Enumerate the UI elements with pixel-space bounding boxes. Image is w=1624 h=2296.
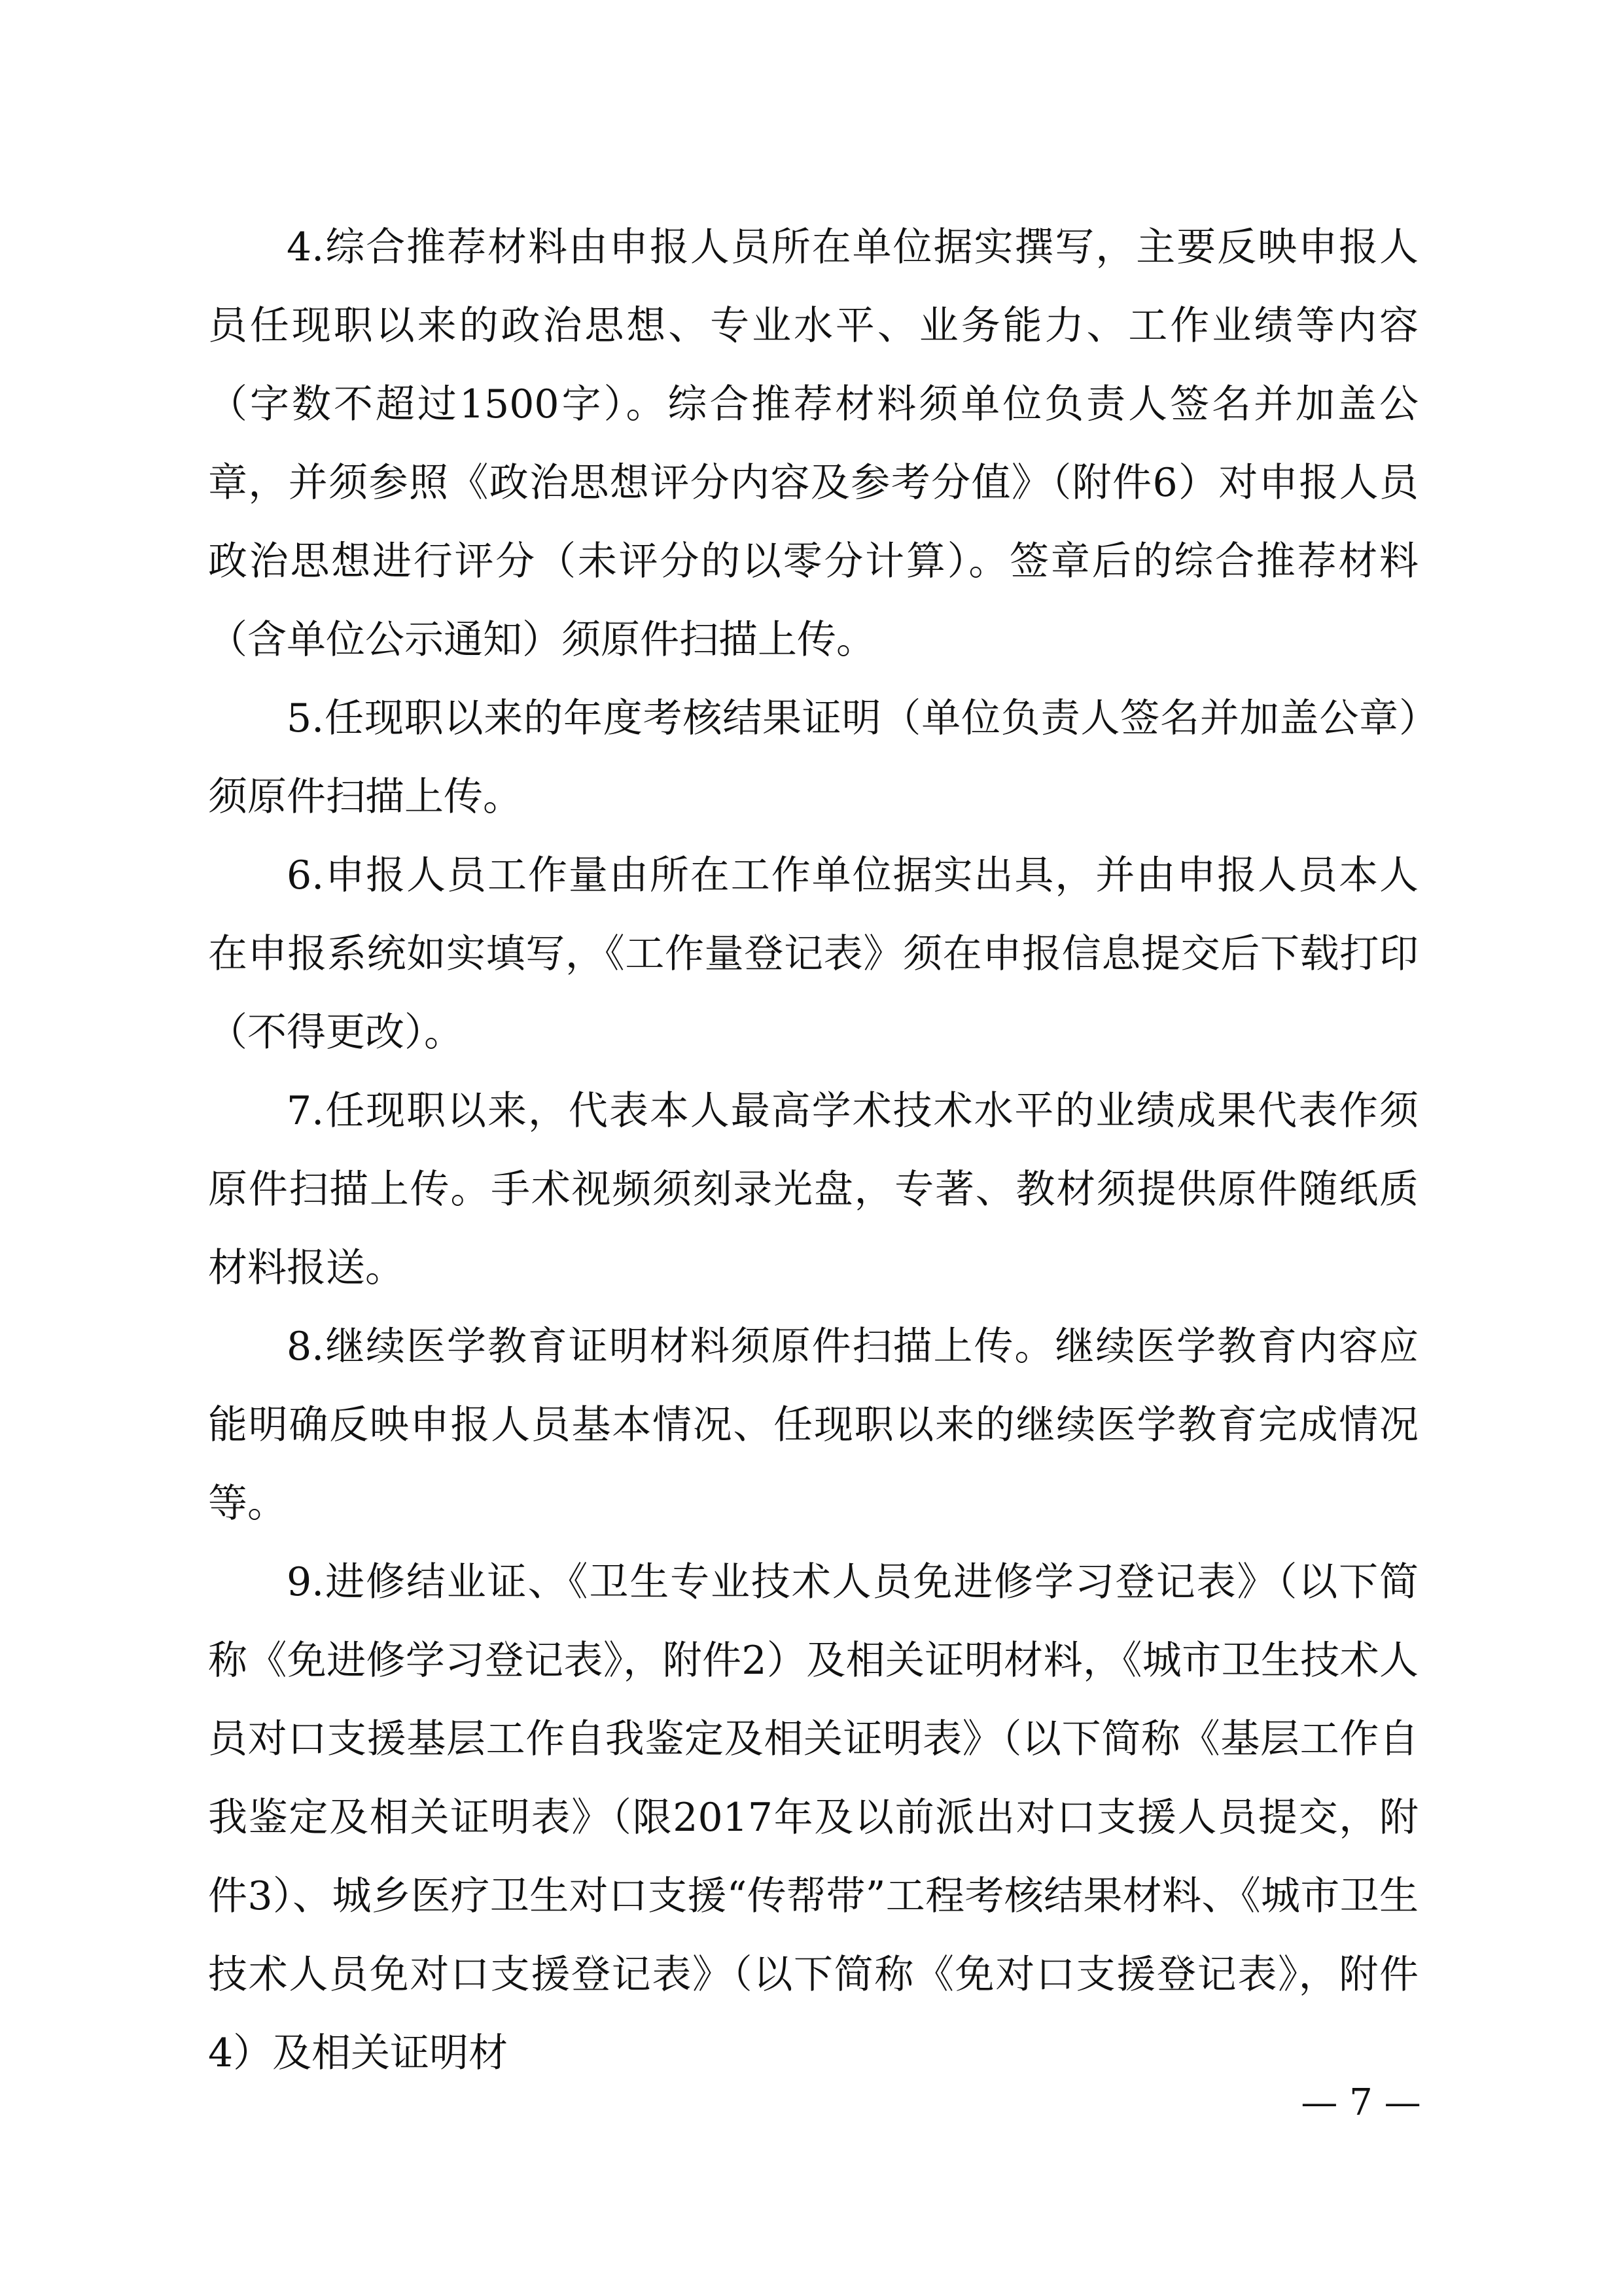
body-text bbox=[208, 208, 1419, 2093]
paragraph-7: 7.任现职以来，代表本人最高学术技术水平的业绩成果代表作须原件扫描上传。手术视频须刻录光盘，专著、教材须提供原件随纸质材料报送。 bbox=[208, 1088, 1419, 1291]
paragraph-8: 8.继续医学教育证明材料须原件扫描上传。继续医学教育内容应能明确反映申报人员基本情况、任现职以来的继续医学教育完成情况等。 bbox=[208, 1324, 1419, 1527]
paragraph-5: 5.任现职以来的年度考核结果证明（单位负责人签名并加盖公章）须原件扫描上传。 bbox=[208, 696, 1419, 820]
page-number: — 7 — bbox=[1301, 2081, 1421, 2124]
paragraph-4: 4.综合推荐材料由申报人员所在单位据实撰写，主要反映申报人员任现职以来的政治思想、专业水平、业务能力、工作业绩等内容（字数不超过1500字）。综合推荐材料须单位负责人签名并加盖公章，并须参照《政治思想评分内容及参考分值》（附件6）对申报人员政治思想进行评分（未评分的以零分计算）。签章后的综合推荐材料（含单位公示通知）须原件扫描上传。 bbox=[208, 224, 1419, 663]
paragraph-6: 6.申报人员工作量由所在工作单位据实出具，并由申报人员本人在申报系统如实填写，《工作量登记表》须在申报信息提交后下载打印（不得更改）。 bbox=[208, 853, 1419, 1055]
paragraph-9: 9.进修结业证、《卫生专业技术人员免进修学习登记表》（以下简称《免进修学习登记表》，附件2）及相关证明材料，《城市卫生技术人员对口支援基层工作自我鉴定及相关证明表》（以下简称《基层工作自我鉴定及相关证明表》（限2017年及以前派出对口支援人员提交，附件3）、城乡医疗卫生对口支援“传帮带”工程考核结果材料、《城市卫生技术人员免对口支援登记表》（以下简称《免对口支援登记表》，附件4）及相关证明材 bbox=[208, 1559, 1419, 2076]
